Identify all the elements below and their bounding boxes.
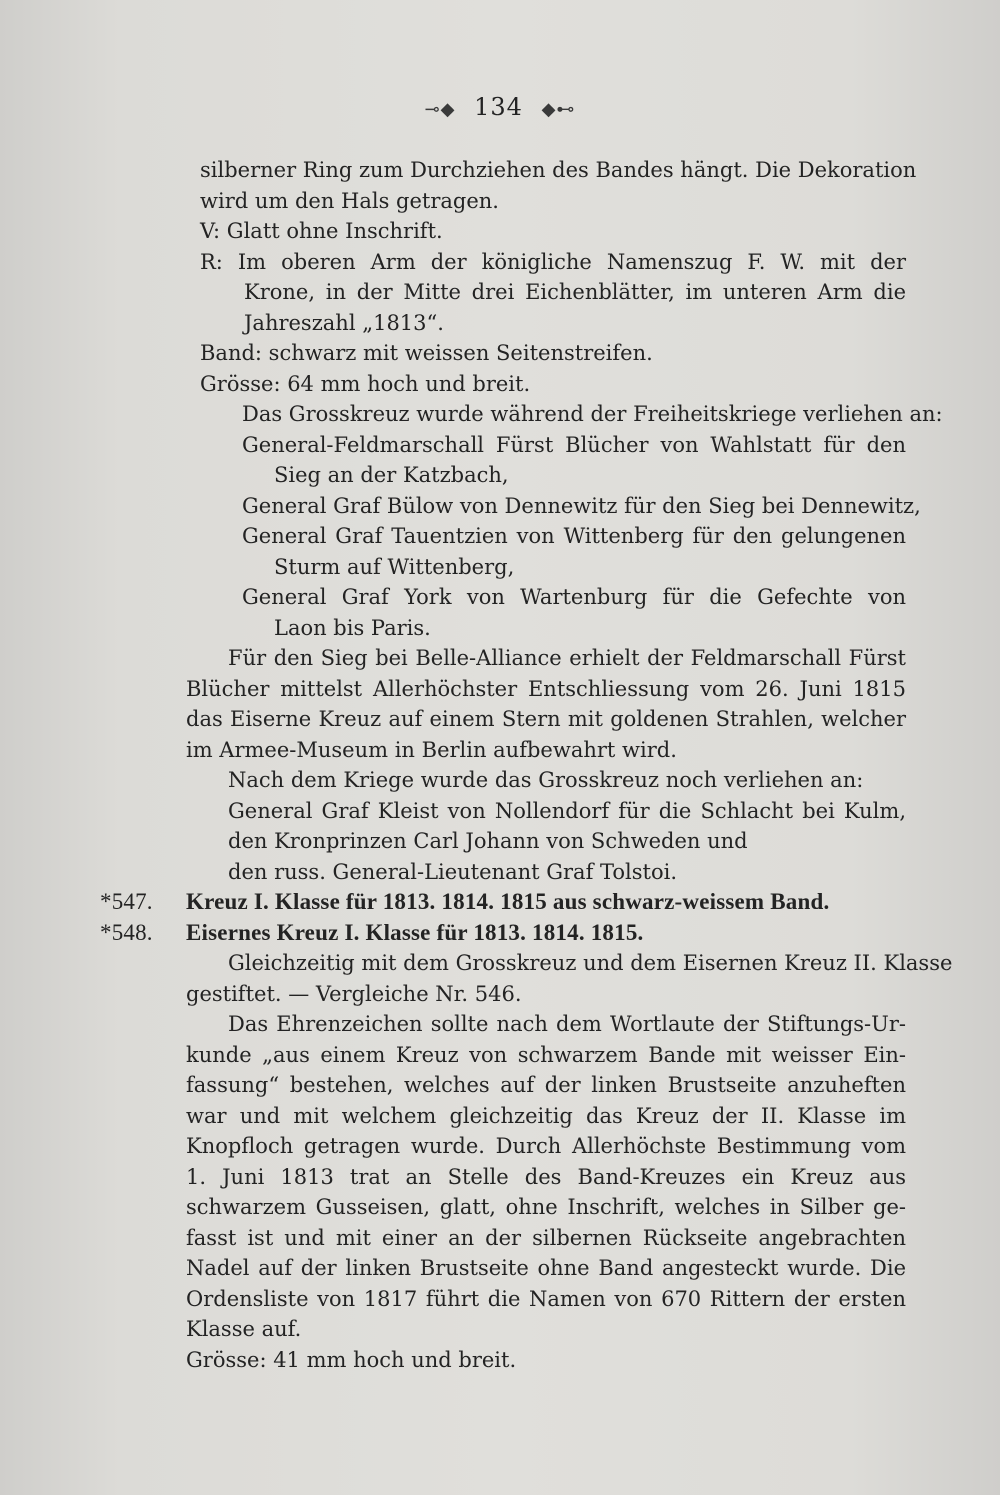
paragraph-line: Knopfloch getragen wurde. Durch Allerhöchste Bestimmung vom [186, 1134, 906, 1158]
paragraph-line: im Armee-Museum in Berlin aufbewahrt wird. [186, 737, 677, 762]
paragraph-line: kunde „aus einem Kreuz von schwarzem Bande mit weisser Ein- [186, 1042, 906, 1067]
text-line: wird um den Hals getragen. [200, 188, 499, 213]
entry-title: Eisernes Kreuz I. Klasse für 1813. 1814. 1815. [186, 919, 644, 945]
reverse-line: Krone, in der Mitte drei Eichenblätter, im unteren Arm die [244, 280, 906, 304]
page-body [100, 155, 953, 1375]
page-number: 134 [474, 93, 523, 121]
later-award-item: den russ. General-Lieutenant Graf Tolstoi. [228, 859, 677, 884]
award-item: General Graf York von Wartenburg für die Gefechte von [242, 585, 906, 609]
size-line: Grösse: 41 mm hoch und breit. [186, 1347, 517, 1372]
text-line: silberner Ring zum Durchziehen des Bandes hängt. Die Dekoration [200, 158, 917, 182]
paragraph-line: Klasse auf. [186, 1317, 302, 1341]
paragraph-line: fassung“ bestehen, welches auf der linken Brustseite anzuheften [186, 1073, 906, 1097]
paragraph-line: fasst ist und mit einer an der silbernen Rückseite angebrachten [186, 1225, 906, 1250]
paragraph-line: Blücher mittelst Allerhöchster Entschliessung vom 26. Juni 1815 [186, 676, 906, 701]
ornament-right-icon: ◆⊷ [541, 99, 576, 120]
later-award-item: General Graf Kleist von Nollendorf für die Schlacht bei Kulm, [228, 798, 906, 823]
size-line: Grösse: 64 mm hoch und breit. [200, 371, 531, 396]
page-header [0, 92, 1000, 126]
paragraph-line: Nadel auf der linken Brustseite ohne Band angesteckt wurde. Die [186, 1256, 906, 1280]
lower-section [100, 643, 953, 1375]
entry-number: *547. [100, 889, 153, 914]
catalog-entry [100, 887, 906, 918]
awards-intro: Das Grosskreuz wurde während der Freiheitskriege verliehen an: [242, 402, 943, 426]
reverse-line: R: Im oberen Arm der königliche Namenszug F. W. mit der [200, 249, 906, 274]
award-item: General Graf Bülow von Dennewitz für den Sieg bei Dennewitz, [242, 493, 921, 518]
paragraph-line: schwarzem Gusseisen, glatt, ohne Inschrift, welches in Silber ge- [186, 1195, 906, 1219]
award-item: Sieg an der Katzbach, [274, 463, 509, 487]
paragraph-line: gestiftet. — Vergleiche Nr. 546. [186, 981, 522, 1006]
paragraph-line: 1. Juni 1813 trat an Stelle des Band-Kreuzes ein Kreuz aus [186, 1164, 906, 1189]
ornament-left-icon: ⊸◆ [424, 99, 456, 120]
paragraph-line: Ordensliste von 1817 führt die Namen von 670 Rittern der ersten [186, 1286, 906, 1311]
paragraph-line: war und mit welchem gleichzeitig das Kreuz der II. Klasse im [186, 1103, 906, 1128]
later-award-item: den Kronprinzen Carl Johann von Schweden und [228, 829, 748, 853]
award-item: General Graf Tauentzien von Wittenberg für den gelungenen [242, 524, 906, 548]
award-item: Laon bis Paris. [274, 615, 431, 640]
entry-title: Kreuz I. Klasse für 1813. 1814. 1815 aus schwarz-weissem Band. [186, 889, 830, 914]
band-line: Band: schwarz mit weissen Seitenstreifen. [200, 341, 653, 365]
later-awards-intro: Nach dem Kriege wurde das Grosskreuz noch verliehen an: [228, 768, 864, 792]
paragraph-line: Gleichzeitig mit dem Grosskreuz und dem Eisernen Kreuz II. Klasse [228, 951, 953, 975]
entry-number: *548. [100, 919, 153, 945]
award-item: Sturm auf Wittenberg, [274, 554, 515, 579]
award-item: General-Feldmarschall Fürst Blücher von Wahlstatt für den [242, 432, 906, 457]
paragraph-line: das Eiserne Kreuz auf einem Stern mit goldenen Strahlen, welcher [186, 707, 906, 731]
paragraph-line: Für den Sieg bei Belle-Alliance erhielt der Feldmarschall Fürst [228, 646, 906, 670]
catalog-entry [100, 918, 906, 949]
paragraph-line: Das Ehrenzeichen sollte nach dem Wortlaute der Stiftungs-Ur- [228, 1012, 906, 1036]
obverse-line: V: Glatt ohne Inschrift. [200, 219, 443, 243]
reverse-line: Jahreszahl „1813“. [244, 310, 444, 335]
